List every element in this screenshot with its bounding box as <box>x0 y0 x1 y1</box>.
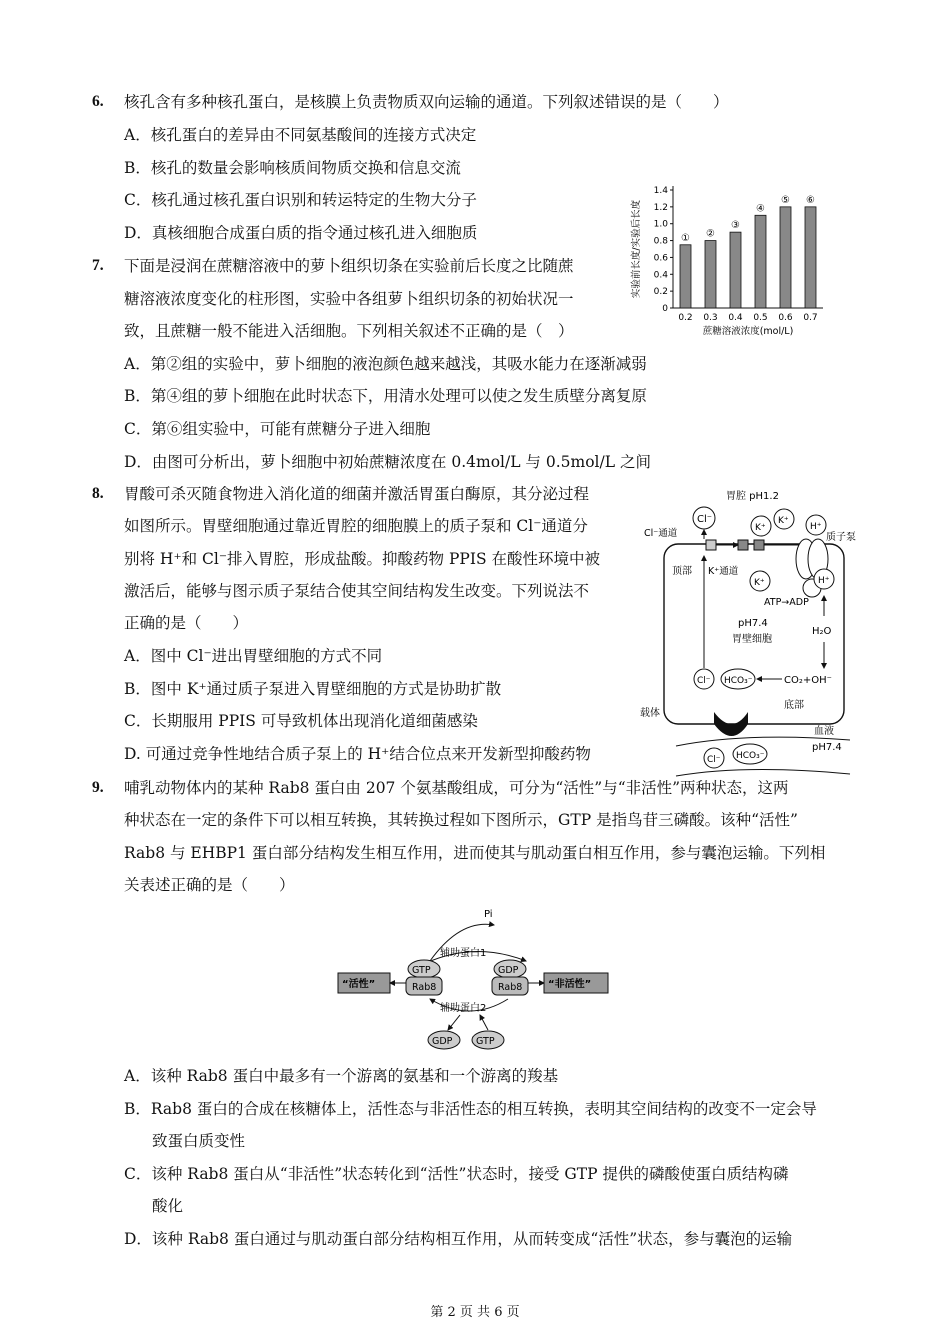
question-number: 8. <box>92 485 104 502</box>
blood-label: 血液 <box>814 726 834 737</box>
rab8-label: Rab8 <box>498 982 523 993</box>
pi-label: Pi <box>484 909 493 920</box>
gdp-label: GDP <box>432 1036 453 1047</box>
option-a: A．核孔蛋白的差异由不同氨基酸间的连接方式决定 <box>124 126 477 144</box>
question-number: 7. <box>92 257 104 274</box>
question-stem-line: 哺乳动物体内的某种 Rab8 蛋白由 207 个氨基酸组成，可分为“活性”与“非活性”两种状态，这两 <box>124 779 789 797</box>
question-stem-line: 如图所示。胃壁细胞通过靠近胃腔的细胞膜上的质子泵和 Cl⁻通道分 <box>124 517 588 535</box>
atp-label: ATP→ADP <box>764 597 809 608</box>
co2-label: CO₂+OH⁻ <box>784 675 832 686</box>
cell-ph-label: pH7.4 <box>738 618 768 629</box>
x-axis-label: 蔗糖溶液浓度(mol/L) <box>702 326 794 337</box>
option-b: B．第④组的萝卜细胞在此时状态下，用清水处理可以使之发生质壁分离复原 <box>124 387 647 405</box>
bar-label: ⑥ <box>806 194 815 206</box>
x-tick-label: 0.7 <box>803 313 818 323</box>
x-tick-label: 0.6 <box>778 313 793 323</box>
bar <box>680 245 691 308</box>
svg-text:Cl⁻: Cl⁻ <box>697 514 713 525</box>
svg-text:K⁺: K⁺ <box>778 516 789 526</box>
option-c: C．第⑥组实验中，可能有蔗糖分子进入细胞 <box>124 420 431 438</box>
y-tick-label: 0.4 <box>653 270 668 281</box>
x-tick-label: 0.4 <box>728 313 743 323</box>
carrier-icon <box>714 712 748 736</box>
svg-text:K⁺: K⁺ <box>755 523 766 533</box>
svg-text:HCO₃⁻: HCO₃⁻ <box>736 751 765 761</box>
option-d: D．由图可分析出，萝卜细胞中初始蔗糖浓度在 0.4mol/L 与 0.5mol/L 之间 <box>124 453 651 471</box>
x-tick-label: 0.3 <box>703 313 718 323</box>
gdp-label: GDP <box>498 965 519 976</box>
question-stem-line: 胃酸可杀灭随食物进入消化道的细菌并激活胃蛋白酶原，其分泌过程 <box>124 485 590 503</box>
y-tick-label: 0.6 <box>653 253 668 264</box>
hco3-ion-icon <box>733 744 767 764</box>
option-b: B．Rab8 蛋白的合成在核糖体上，活性态与非活性态的相互转换，表明其空间结构的改变不一定会导 <box>124 1100 817 1118</box>
svg-text:K⁺: K⁺ <box>754 578 765 588</box>
h-ion-icon <box>814 569 834 589</box>
question-stem-line: 正确的是（ ） <box>124 614 249 632</box>
cl-ion-icon <box>704 748 724 768</box>
svg-text:H⁺: H⁺ <box>810 522 822 532</box>
y-tick-label: 0 <box>662 304 668 314</box>
bar <box>705 241 716 308</box>
bar-label: ③ <box>731 220 740 232</box>
question-stem-line: 激活后，能够与图示质子泵结合使其空间结构发生改变。下列说法不 <box>124 582 590 600</box>
y-tick-label: 1.2 <box>653 202 668 213</box>
cl-ion-icon <box>693 507 715 529</box>
cl-channel-label: Cl⁻通道 <box>644 528 678 539</box>
k-channel-label: K⁺通道 <box>708 566 739 577</box>
x-tick-label: 0.5 <box>753 313 768 323</box>
k-ion-icon <box>774 509 794 529</box>
rab8-label: Rab8 <box>412 982 437 993</box>
question-number: 6. <box>92 93 104 110</box>
option-b: B．核孔的数量会影响核质间物质交换和信息交流 <box>124 159 461 177</box>
option-a: A．该种 Rab8 蛋白中最多有一个游离的氨基和一个游离的羧基 <box>124 1067 559 1085</box>
arrow <box>480 1015 488 1030</box>
k-ion-icon <box>750 571 770 591</box>
rab8-cycle-diagram <box>330 903 620 1055</box>
bar-label: ① <box>681 232 690 244</box>
question-stem-line: 种状态在一定的条件下可以相互转换，其转换过程如下图所示，GTP 是指鸟苷三磷酸。该种“活性” <box>124 811 798 829</box>
x-tick-label: 0.2 <box>678 313 693 323</box>
top-label: 顶部 <box>672 566 692 577</box>
bar-label: ② <box>706 228 715 240</box>
svg-text:H⁺: H⁺ <box>818 576 830 586</box>
water-label: H₂O <box>812 626 832 637</box>
y-tick-label: 1.0 <box>653 219 668 230</box>
gtp-label: GTP <box>412 965 431 976</box>
k-channel-icon <box>754 540 764 550</box>
cell-name-label: 胃壁细胞 <box>732 634 772 645</box>
svg-text:Cl⁻: Cl⁻ <box>707 755 721 765</box>
cl-ion-icon <box>694 669 714 689</box>
bar <box>805 207 816 308</box>
bottom-label: 底部 <box>784 700 804 711</box>
bar-chart <box>625 180 835 342</box>
question-stem-line: 下面是浸润在蔗糖溶液中的萝卜组织切条在实验前后长度之比随蔗 <box>124 257 574 275</box>
svg-text:Cl⁻: Cl⁻ <box>697 676 711 686</box>
page-footer: 第 2 页 共 6 页 <box>430 1305 520 1320</box>
question-stem-line: Rab8 与 EHBP1 蛋白部分结构发生相互作用，进而使其与肌动蛋白相互作用，参与囊泡运输。下列相 <box>124 844 826 862</box>
option-c: C．长期服用 PPIS 可导致机体出现消化道细菌感染 <box>124 712 478 730</box>
question-number: 9. <box>92 779 104 796</box>
carrier-label: 载体 <box>640 708 660 719</box>
question-stem-line: 关表述正确的是（ ） <box>124 876 295 894</box>
y-tick-label: 1.4 <box>653 186 668 196</box>
option-c-continued: 酸化 <box>152 1197 184 1215</box>
cl-channel-icon <box>706 540 716 550</box>
bar <box>780 207 791 308</box>
bar-label: ④ <box>756 203 765 215</box>
y-tick-label: 0.8 <box>653 236 668 247</box>
hco3-ion-icon <box>721 669 755 689</box>
bar <box>755 215 766 308</box>
question-stem: 核孔含有多种核孔蛋白，是核膜上负责物质双向运输的通道。下列叙述错误的是（ ） <box>124 93 729 111</box>
parietal-cell-diagram <box>636 484 858 784</box>
option-b: B．图中 K⁺通过质子泵进入胃壁细胞的方式是协助扩散 <box>124 680 502 698</box>
option-c: C．核孔通过核孔蛋白识别和转运特定的生物大分子 <box>124 191 477 209</box>
blood-ph-label: pH7.4 <box>812 742 842 753</box>
option-a: A．第②组的实验中，萝卜细胞的液泡颜色越来越浅，其吸水能力在逐渐减弱 <box>124 355 647 373</box>
option-d: D．真核细胞合成蛋白质的指令通过核孔进入细胞质 <box>124 224 478 242</box>
active-label: “活性” <box>342 979 376 990</box>
question-stem-line: 别将 H⁺和 Cl⁻排入胃腔，形成盐酸。抑酸药物 PPIS 在酸性环境中被 <box>124 550 601 568</box>
y-tick-label: 0.2 <box>653 287 668 298</box>
gtp-label: GTP <box>476 1036 495 1047</box>
blood-vessel <box>676 769 850 776</box>
svg-text:HCO₃⁻: HCO₃⁻ <box>724 676 753 686</box>
bar-label: ⑤ <box>781 194 790 206</box>
option-d: D. 可通过竞争性地结合质子泵上的 H⁺结合位点来开发新型抑酸药物 <box>124 745 591 763</box>
helper2-label: 辅助蛋白2 <box>440 1003 487 1014</box>
y-axis-label: 实验前长度/实验后长度 <box>631 199 642 299</box>
k-ion-icon <box>751 516 771 536</box>
inactive-label: “非活性” <box>548 979 592 990</box>
proton-pump-label: 质子泵 <box>826 532 856 543</box>
option-a: A．图中 Cl⁻进出胃壁细胞的方式不同 <box>124 647 383 665</box>
question-stem-line: 糖溶液浓度变化的柱形图，实验中各组萝卜组织切条的初始状况一 <box>124 290 574 308</box>
lumen-label: 胃腔 pH1.2 <box>726 491 779 502</box>
option-d: D．该种 Rab8 蛋白通过与肌动蛋白部分结构相互作用，从而转变成“活性”状态，参与囊泡的运输 <box>124 1230 793 1248</box>
h-ion-icon <box>806 515 826 535</box>
helper1-label: 辅助蛋白1 <box>440 948 487 959</box>
arrow <box>448 1015 460 1030</box>
option-c: C．该种 Rab8 蛋白从“非活性”状态转化到“活性”状态时，接受 GTP 提供的磷酸使蛋白质结构磷 <box>124 1165 789 1183</box>
k-channel-icon <box>738 540 748 550</box>
bar <box>730 232 741 308</box>
option-b-continued: 致蛋白质变性 <box>152 1132 246 1150</box>
question-stem-line: 致，且蔗糖一般不能进入活细胞。下列相关叙述不正确的是（ ） <box>124 322 574 340</box>
